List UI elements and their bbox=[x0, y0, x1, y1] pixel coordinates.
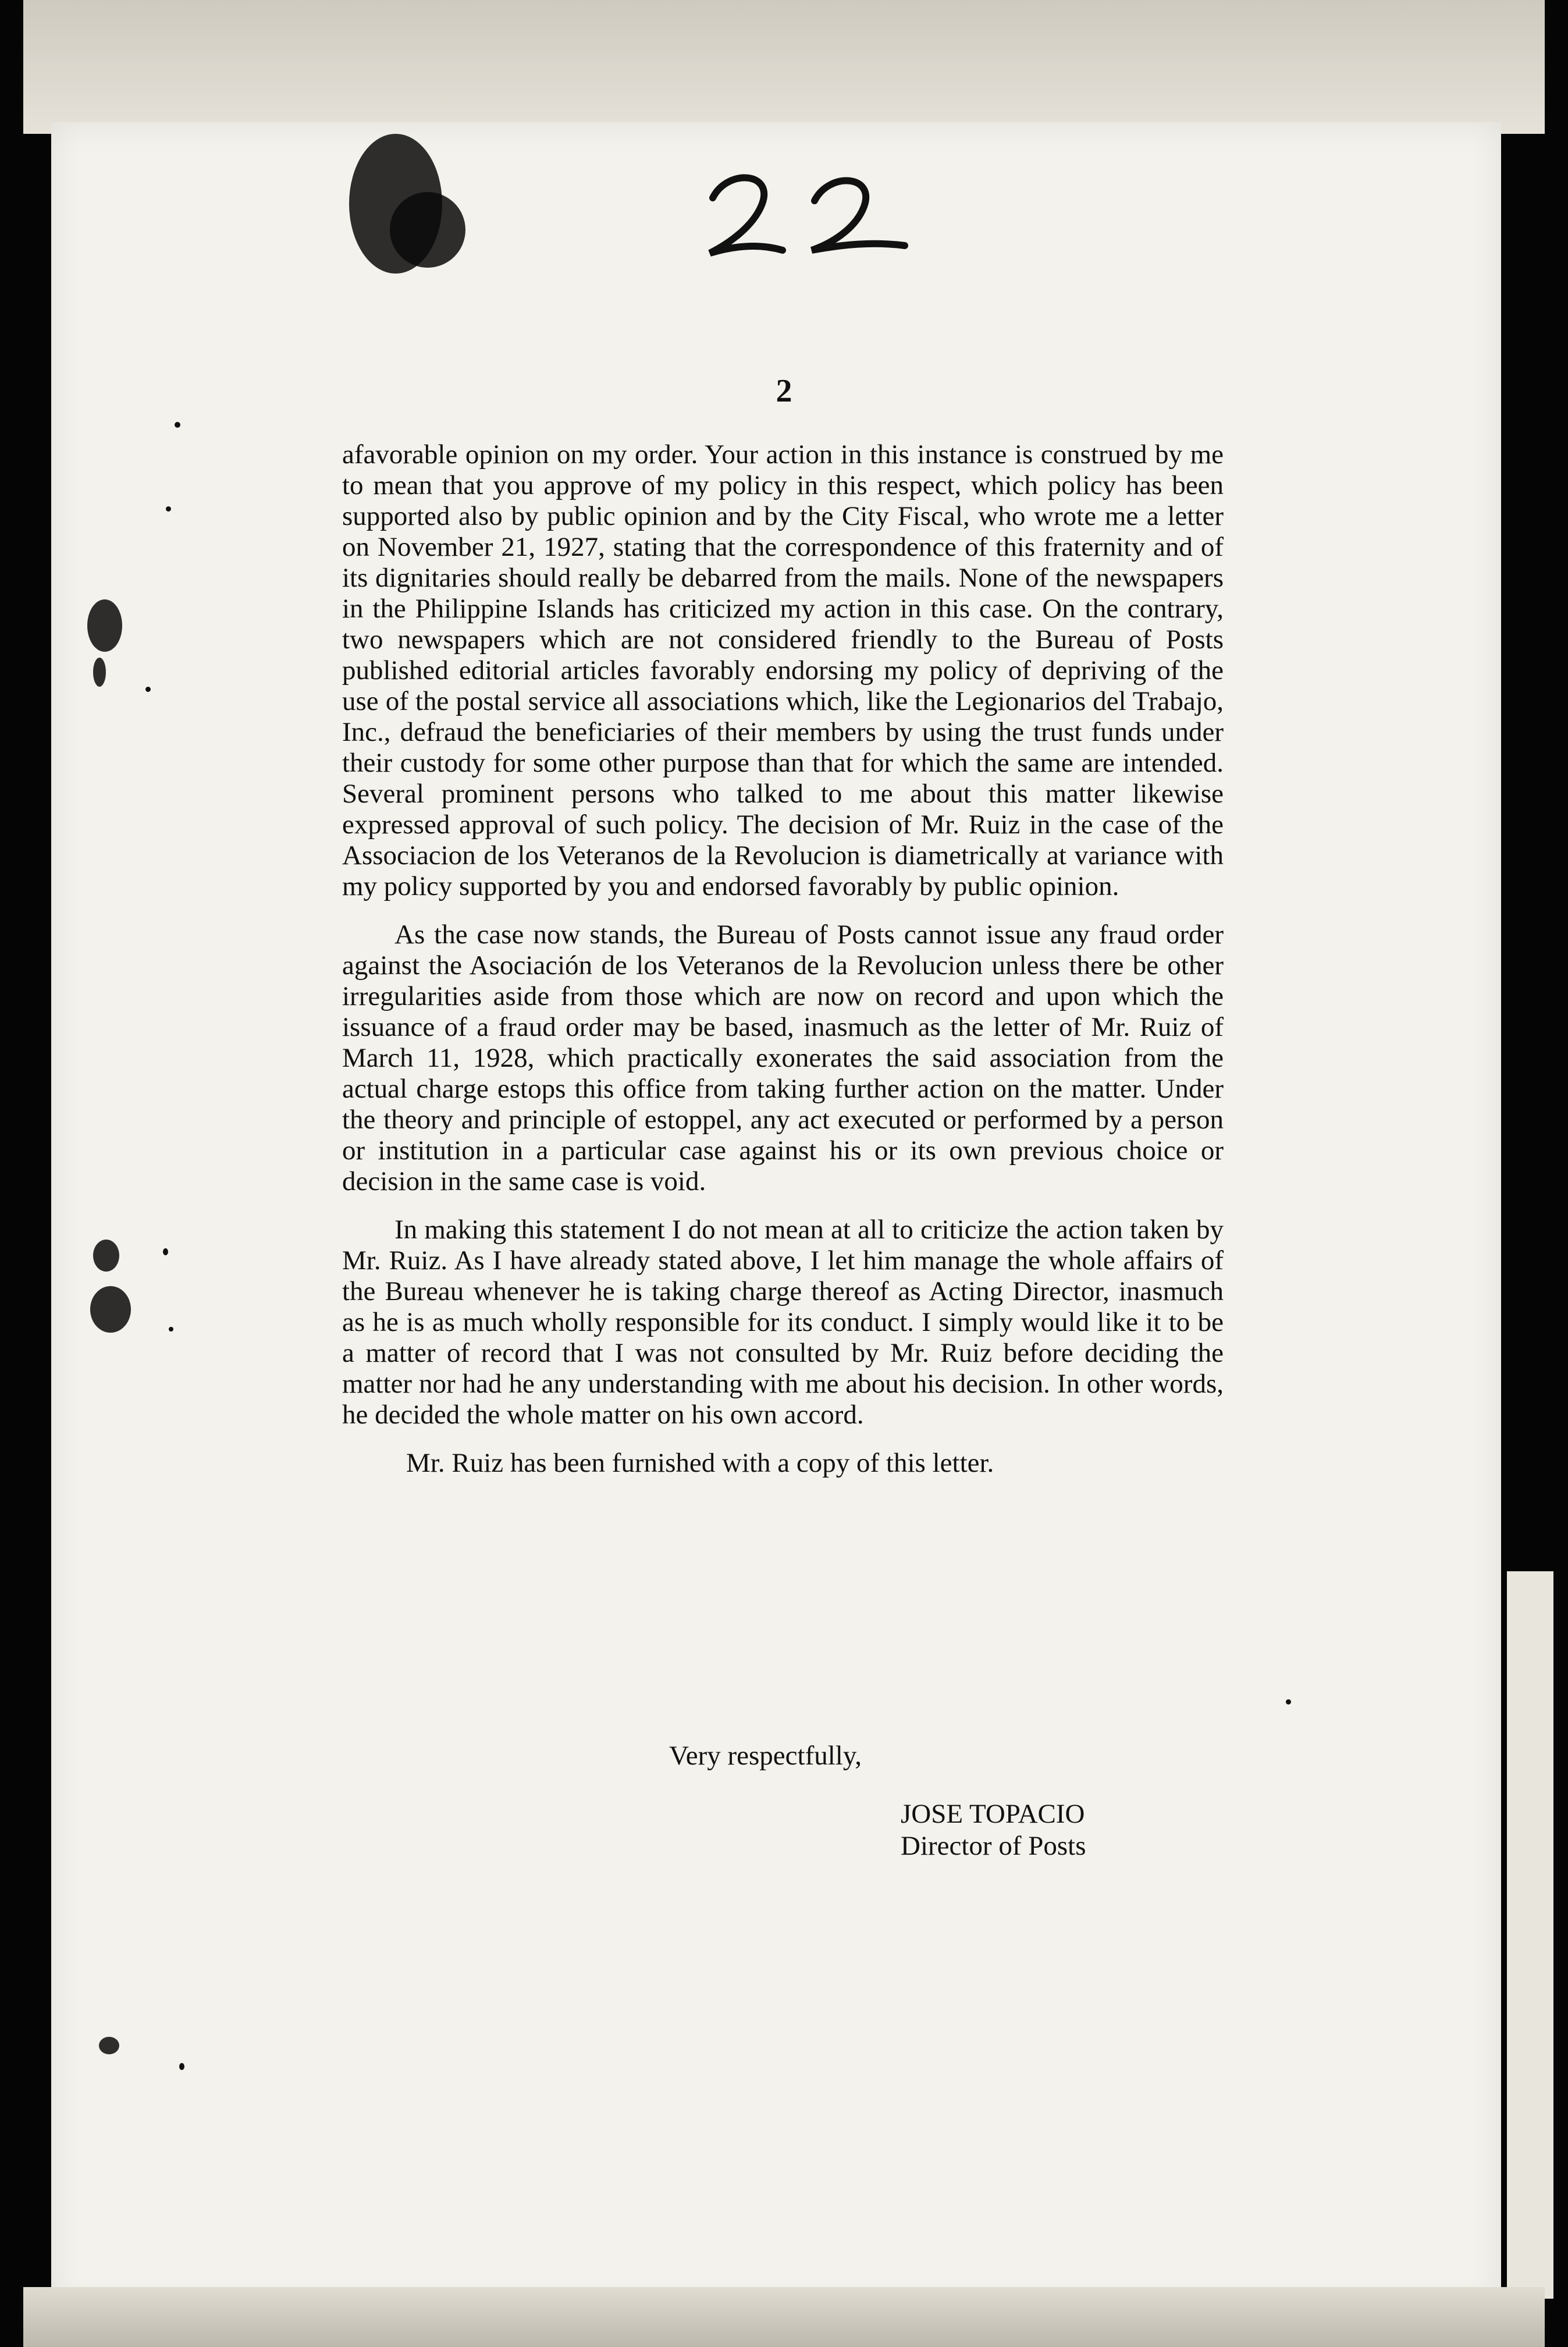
speck bbox=[145, 687, 151, 692]
signatory-title: Director of Posts bbox=[901, 1831, 1086, 1861]
punch-hole-mark bbox=[93, 1240, 119, 1272]
signatory-name: JOSE TOPACIO bbox=[901, 1799, 1085, 1829]
handwritten-digit bbox=[812, 180, 905, 250]
ink-stain bbox=[390, 192, 465, 268]
copy-furnished-line: Mr. Ruiz has been furnished with a copy of this letter. bbox=[406, 1448, 994, 1478]
page-number: 2 bbox=[776, 373, 792, 409]
paragraph-1: afavorable opinion on my order. Your action in this instance is construed by me to mean that you approve of my policy in this respect, which policy has been supported also by public opinion and by the City Fiscal, who wrote me a letter on November 21, 1927, stating that the correspondence of this fraternity and of its dignitaries should really be debarred from the mails. None of the newspapers in the Philippine Islands has criticized my action in this case. On the contrary, two newspapers which are not considered friendly to the Bureau of Posts published editorial articles favorably endorsing my policy of depriving of the use of the postal service all associations which, like the Legionarios del Trabajo, Inc., defraud the beneficiaries of their members by using the trust funds under their custody for some other purpose than that for which the same are intended. Several prominent persons who talked to me about this matter likewise expressed approval of such policy. The decision of Mr. Ruiz in the case of the Associacion de los Veteranos de la Revolucion is diametrically at variance with my policy supported by you and endorsed favorably by public opinion. bbox=[342, 439, 1224, 901]
scan-bottom-edge bbox=[23, 2287, 1545, 2347]
paragraph-3: In making this statement I do not mean at all to criticize the action taken by Mr. Ruiz. As I have already stated above, I let him manage the whole affairs of the Bureau whenever he is taking charge thereof as Acting Director, inasmuch as he is as much wholly responsible for its conduct. I simply would like it to be a matter of record that I was not consulted by Mr. Ruiz before deciding the matter nor had he any understanding with me about his decision. In other words, he decided the whole matter on his own accord. bbox=[342, 1215, 1224, 1430]
speck bbox=[163, 1248, 168, 1255]
punch-hole-mark bbox=[87, 599, 122, 652]
punch-hole-mark bbox=[99, 2037, 119, 2054]
handwritten-page-number bbox=[687, 157, 919, 274]
scan-top-edge bbox=[23, 0, 1545, 134]
scan-right-edge bbox=[1507, 1571, 1553, 2299]
punch-hole-mark bbox=[93, 658, 106, 687]
letter-body bbox=[342, 439, 1224, 1479]
speck bbox=[1286, 1699, 1291, 1705]
closing-salutation: Very respectfully, bbox=[669, 1741, 862, 1771]
speck bbox=[169, 1327, 173, 1331]
punch-hole-mark bbox=[90, 1286, 131, 1333]
handwritten-digit bbox=[710, 177, 783, 253]
paragraph-2: As the case now stands, the Bureau of Posts cannot issue any fraud order against the Asociación de los Veteranos de la Revolucion unless there be other irregularities aside from those which are now on record and upon which the issuance of a fraud order may be based, inasmuch as the letter of Mr. Ruiz of March 11, 1928, which practically exonerates the said association from the actual charge estops this office from taking further action on the matter. Under the theory and principle of estoppel, any act executed or performed by a person or institution in a particular case against his or its own previous choice or decision in the same case is void. bbox=[342, 919, 1224, 1196]
speck bbox=[175, 422, 180, 428]
handwritten-number-text: 22 bbox=[791, 247, 815, 273]
speck bbox=[166, 506, 171, 512]
speck bbox=[179, 2063, 184, 2070]
